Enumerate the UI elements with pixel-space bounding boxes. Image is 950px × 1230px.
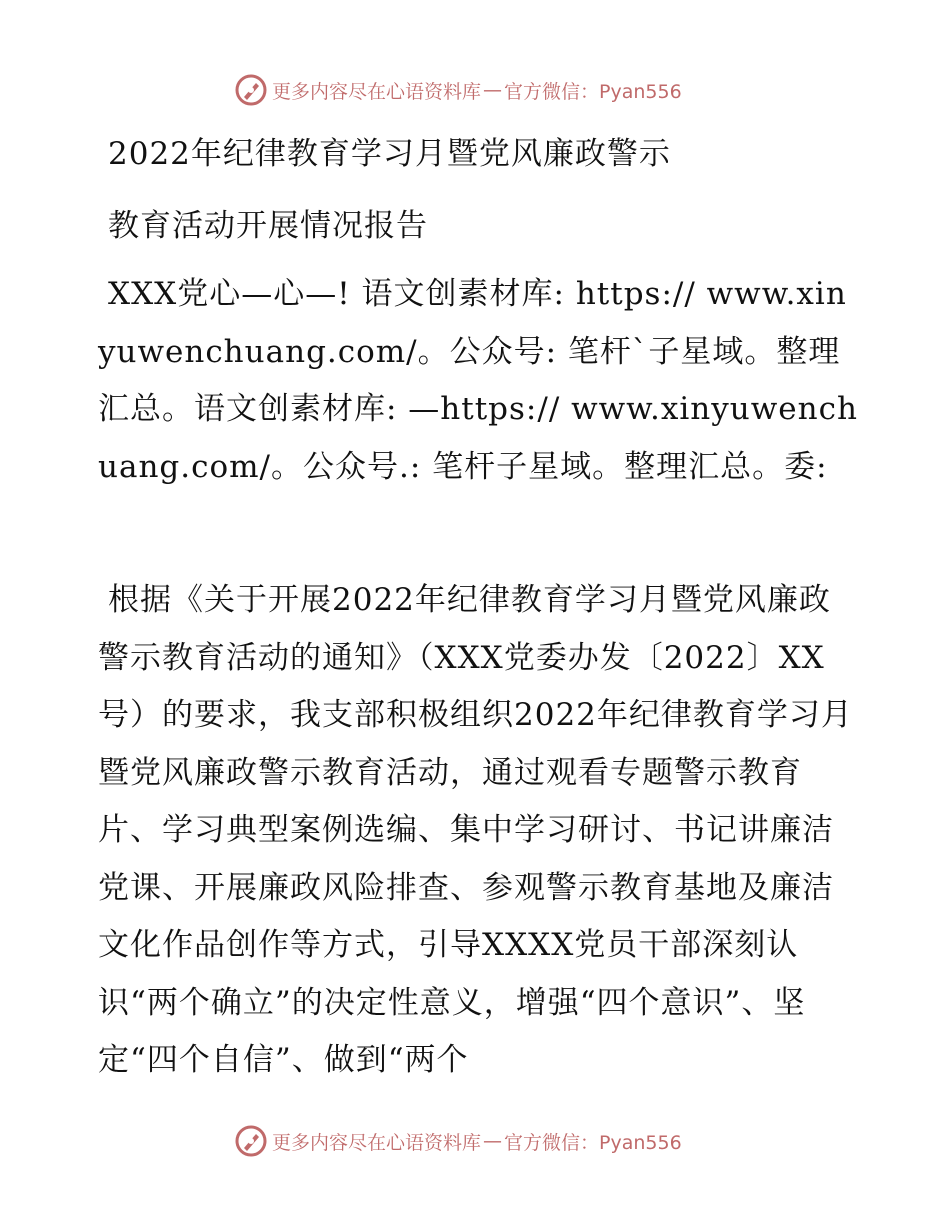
banner-wechat: 官方微信：Pyan556 <box>504 1131 682 1154</box>
document-title-line-2: 教育活动开展情况报告 <box>108 208 428 244</box>
banner-text: 更多内容尽在心语资料库 <box>272 80 482 103</box>
document-title-line-1: 2022年纪律教育学习月暨党风廉政警示 <box>108 136 671 172</box>
footer-watermark-banner <box>234 1121 682 1161</box>
header-watermark-banner <box>234 70 682 110</box>
pen-circle-logo-icon <box>234 1124 268 1158</box>
pen-circle-logo-icon <box>234 73 268 107</box>
banner-separator: — <box>483 1130 503 1152</box>
banner-text: 更多内容尽在心语资料库 <box>272 1131 482 1154</box>
banner-separator: — <box>483 79 503 101</box>
banner-wechat: 官方微信：Pyan556 <box>504 80 682 103</box>
body-paragraph-main: 根据《关于开展2022年纪律教育学习月暨党风廉政警示教育活动的通知》（XXX党委办发〔2022〕XX号）的要求，我支部积极组织2022年纪律教育学习月暨党风廉政警示教育活动，通过观看专题警示教育片、学习典型案例选编、集中学习研讨、书记讲廉洁党课、开展廉政风险排查、参观警示教育基地及廉洁文化作品创作等方式，引导XXXX党员干部深刻认识“两个确立”的决定性意义，增强“四个意识”、坚定“四个自信”、做到“两个 <box>98 582 853 1078</box>
body-paragraph-intro: XXX党心—心—! 语文创素材库: https:// www.xinyuwenchuang.com/。公众号: 笔杆`子星域。整理汇总。语文创素材库: —https:// www.xinyuwenchuang.com/。公众号.: 笔杆子星域。整理汇总。委: <box>98 276 858 485</box>
